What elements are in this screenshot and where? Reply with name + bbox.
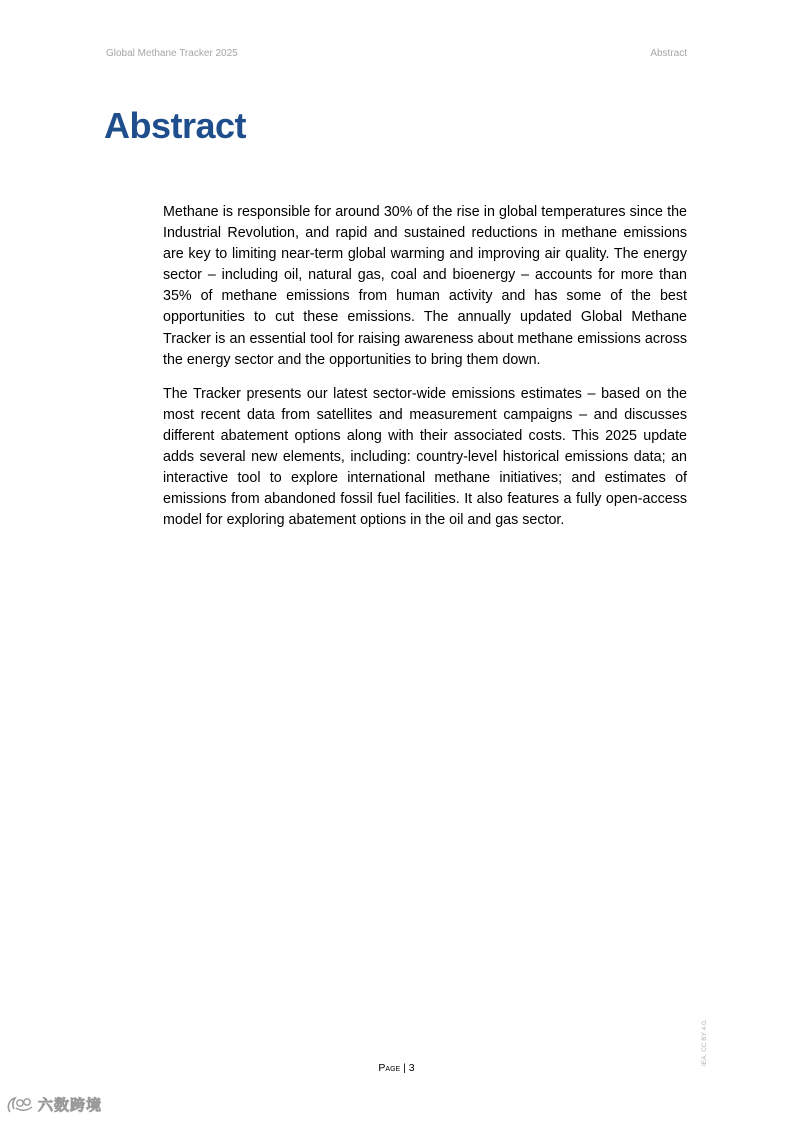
license-note: IEA. CC BY 4.0. <box>701 1019 708 1066</box>
page-separator: | <box>400 1062 409 1074</box>
running-header-section: Abstract <box>650 48 687 59</box>
running-header-title: Global Methane Tracker 2025 <box>106 48 238 59</box>
paragraph: The Tracker presents our latest sector-wide emissions estimates – based on the most recent data from satellites and measurement campaigns – and discusses different abatement options along with their associated costs. This 2025 update adds several new elements, including: country-level historical emissions data; an interactive tool to explore international methane initiatives; and estimates of emissions from abandoned fossil fuel facilities. It also features a fully open-access model for exploring abatement options in the oil and gas sector. <box>163 385 687 529</box>
watermark-text: 六数跨境 <box>38 1097 103 1114</box>
watermark <box>6 1094 106 1118</box>
paragraph: Methane is responsible for around 30% of the rise in global temperatures since the Industrial Revolution, and rapid and sustained reductions in methane emissions are key to limiting near-term global warming and improving air quality. The energy sector – including oil, natural gas, coal and bioenergy – accounts for more than 35% of methane emissions from human activity and has some of the best opportunities to cut these emissions. The annually updated Global Methane Tracker is an essential tool for raising awareness about methane emissions across the energy sector and the opportunities to bring them down. <box>163 204 687 368</box>
page-footer <box>0 1061 793 1075</box>
page-title: Abstract <box>104 105 247 146</box>
page-label: Page <box>378 1062 401 1074</box>
abstract-body <box>163 202 687 544</box>
page-number: 3 <box>408 1062 415 1074</box>
watermark-logo-icon <box>6 1094 36 1116</box>
